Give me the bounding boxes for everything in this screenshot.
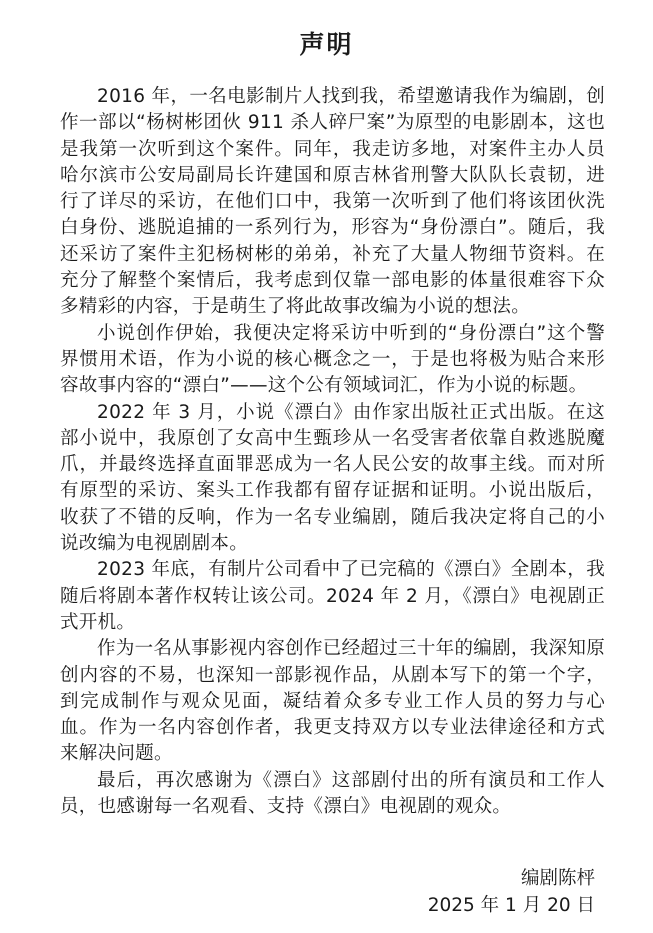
- paragraph: 2022 年 3 月，小说《漂白》由作家出版社正式出版。在这部小说中，我原创了女高中生甄珍从一名受害者依靠自救逃脱魔爪，并最终选择直面罪恶成为一名人民公安的故事主线。而对所有原型的采访、案头工作我都有留存证据和证明。小说出版后，收获了不错的反响，作为一名专业编剧，随后我决定将自己的小说改编为电视剧剧本。: [60, 401, 605, 555]
- document-title: 声明: [299, 30, 354, 59]
- signature-block: [428, 866, 595, 919]
- signature-date: 2025 年 1 月 20 日: [427, 894, 595, 916]
- statement-body: [60, 84, 605, 820]
- paragraph: 2016 年，一名电影制片人找到我，希望邀请我作为编剧，创作一部以“杨树彬团伙 911 杀人碎尸案”为原型的电影剧本，这也是我第一次听到这个案件。同年，我走访多地，对案件主办人员哈尔滨市公安局副局长许建国和原吉林省刑警大队队长袁韧，进行了详尽的采访，在他们口中，我第一次听到了他们将该团伙洗白身份、逃脱追捕的一系列行为，形容为“身份漂白”。随后，我还采访了案件主犯杨树彬的弟弟，补充了大量人物细节资料。在充分了解整个案情后，我考虑到仅靠一部电影的体量很难容下众多精彩的内容，于是萌生了将此故事改编为小说的想法。: [60, 86, 605, 318]
- paragraph: 2023 年底，有制片公司看中了已完稿的《漂白》全剧本，我随后将剧本著作权转让该公司。2024 年 2 月，《漂白》电视剧正式开机。: [60, 559, 605, 633]
- paragraph: 小说创作伊始，我便决定将采访中听到的“身份漂白”这个警界惯用术语，作为小说的核心概念之一，于是也将极为贴合来形容故事内容的“漂白”——这个公有领域词汇，作为小说的标题。: [60, 322, 605, 397]
- paragraph: 最后，再次感谢为《漂白》这部剧付出的所有演员和工作人员，也感谢每一名观看、支持《漂白》电视剧的观众。: [60, 769, 605, 818]
- signature-author: 编剧陈枰: [520, 868, 595, 889]
- paragraph: 作为一名从事影视内容创作已经超过三十年的编剧，我深知原创内容的不易，也深知一部影视作品，从剧本写下的第一个字，到完成制作与观众见面，凝结着众多专业工作人员的努力与心血。作为一名内容创作者，我更支持双方以专业法律途径和方式来解决问题。: [60, 638, 605, 765]
